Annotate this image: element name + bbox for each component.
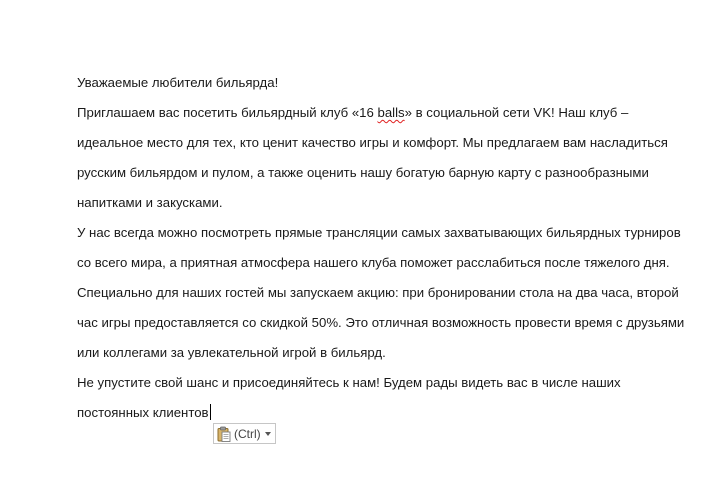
doc-line-12 — [77, 404, 211, 422]
doc-line-12-text: постоянных клиентов — [77, 405, 209, 420]
doc-line-10: или коллегами за увлекательной игрой в бильярд. — [77, 345, 386, 360]
paste-options-button[interactable] — [213, 423, 276, 444]
doc-line-4: русским бильярдом и пулом, а также оценить нашу богатую барную карту с разнообразными — [77, 165, 649, 180]
chevron-down-icon — [265, 432, 271, 436]
doc-line-7: со всего мира, а приятная атмосфера нашего клуба поможет расслабиться после тяжелого дня. — [77, 255, 670, 270]
doc-line-3: идеальное место для тех, кто ценит качество игры и комфорт. Мы предлагаем вам насладиться — [77, 135, 668, 150]
doc-line-8: Специально для наших гостей мы запускаем акцию: при бронировании стола на два часа, второй — [77, 285, 679, 300]
doc-line-2-end: » в социальной сети VK! Наш клуб – — [404, 105, 629, 120]
doc-line-6: У нас всегда можно посмотреть прямые трансляции самых захватывающих бильярдных турниров — [77, 225, 681, 240]
paste-options-label: (Ctrl) — [234, 426, 261, 441]
doc-line-2-start: Приглашаем вас посетить бильярдный клуб «16 — [77, 105, 378, 120]
doc-line-11: Не упустите свой шанс и присоединяйтесь к нам! Будем рады видеть вас в числе наших — [77, 375, 621, 390]
doc-line-1: Уважаемые любители бильярда! — [77, 75, 279, 90]
doc-line-2 — [77, 104, 628, 122]
doc-line-5: напитками и закусками. — [77, 195, 223, 210]
doc-line-9: час игры предоставляется со скидкой 50%. Это отличная возможность провести время с друзьями — [77, 315, 685, 330]
text-cursor — [210, 404, 211, 420]
misspelled-word[interactable]: balls — [377, 105, 405, 120]
clipboard-icon — [217, 426, 231, 442]
